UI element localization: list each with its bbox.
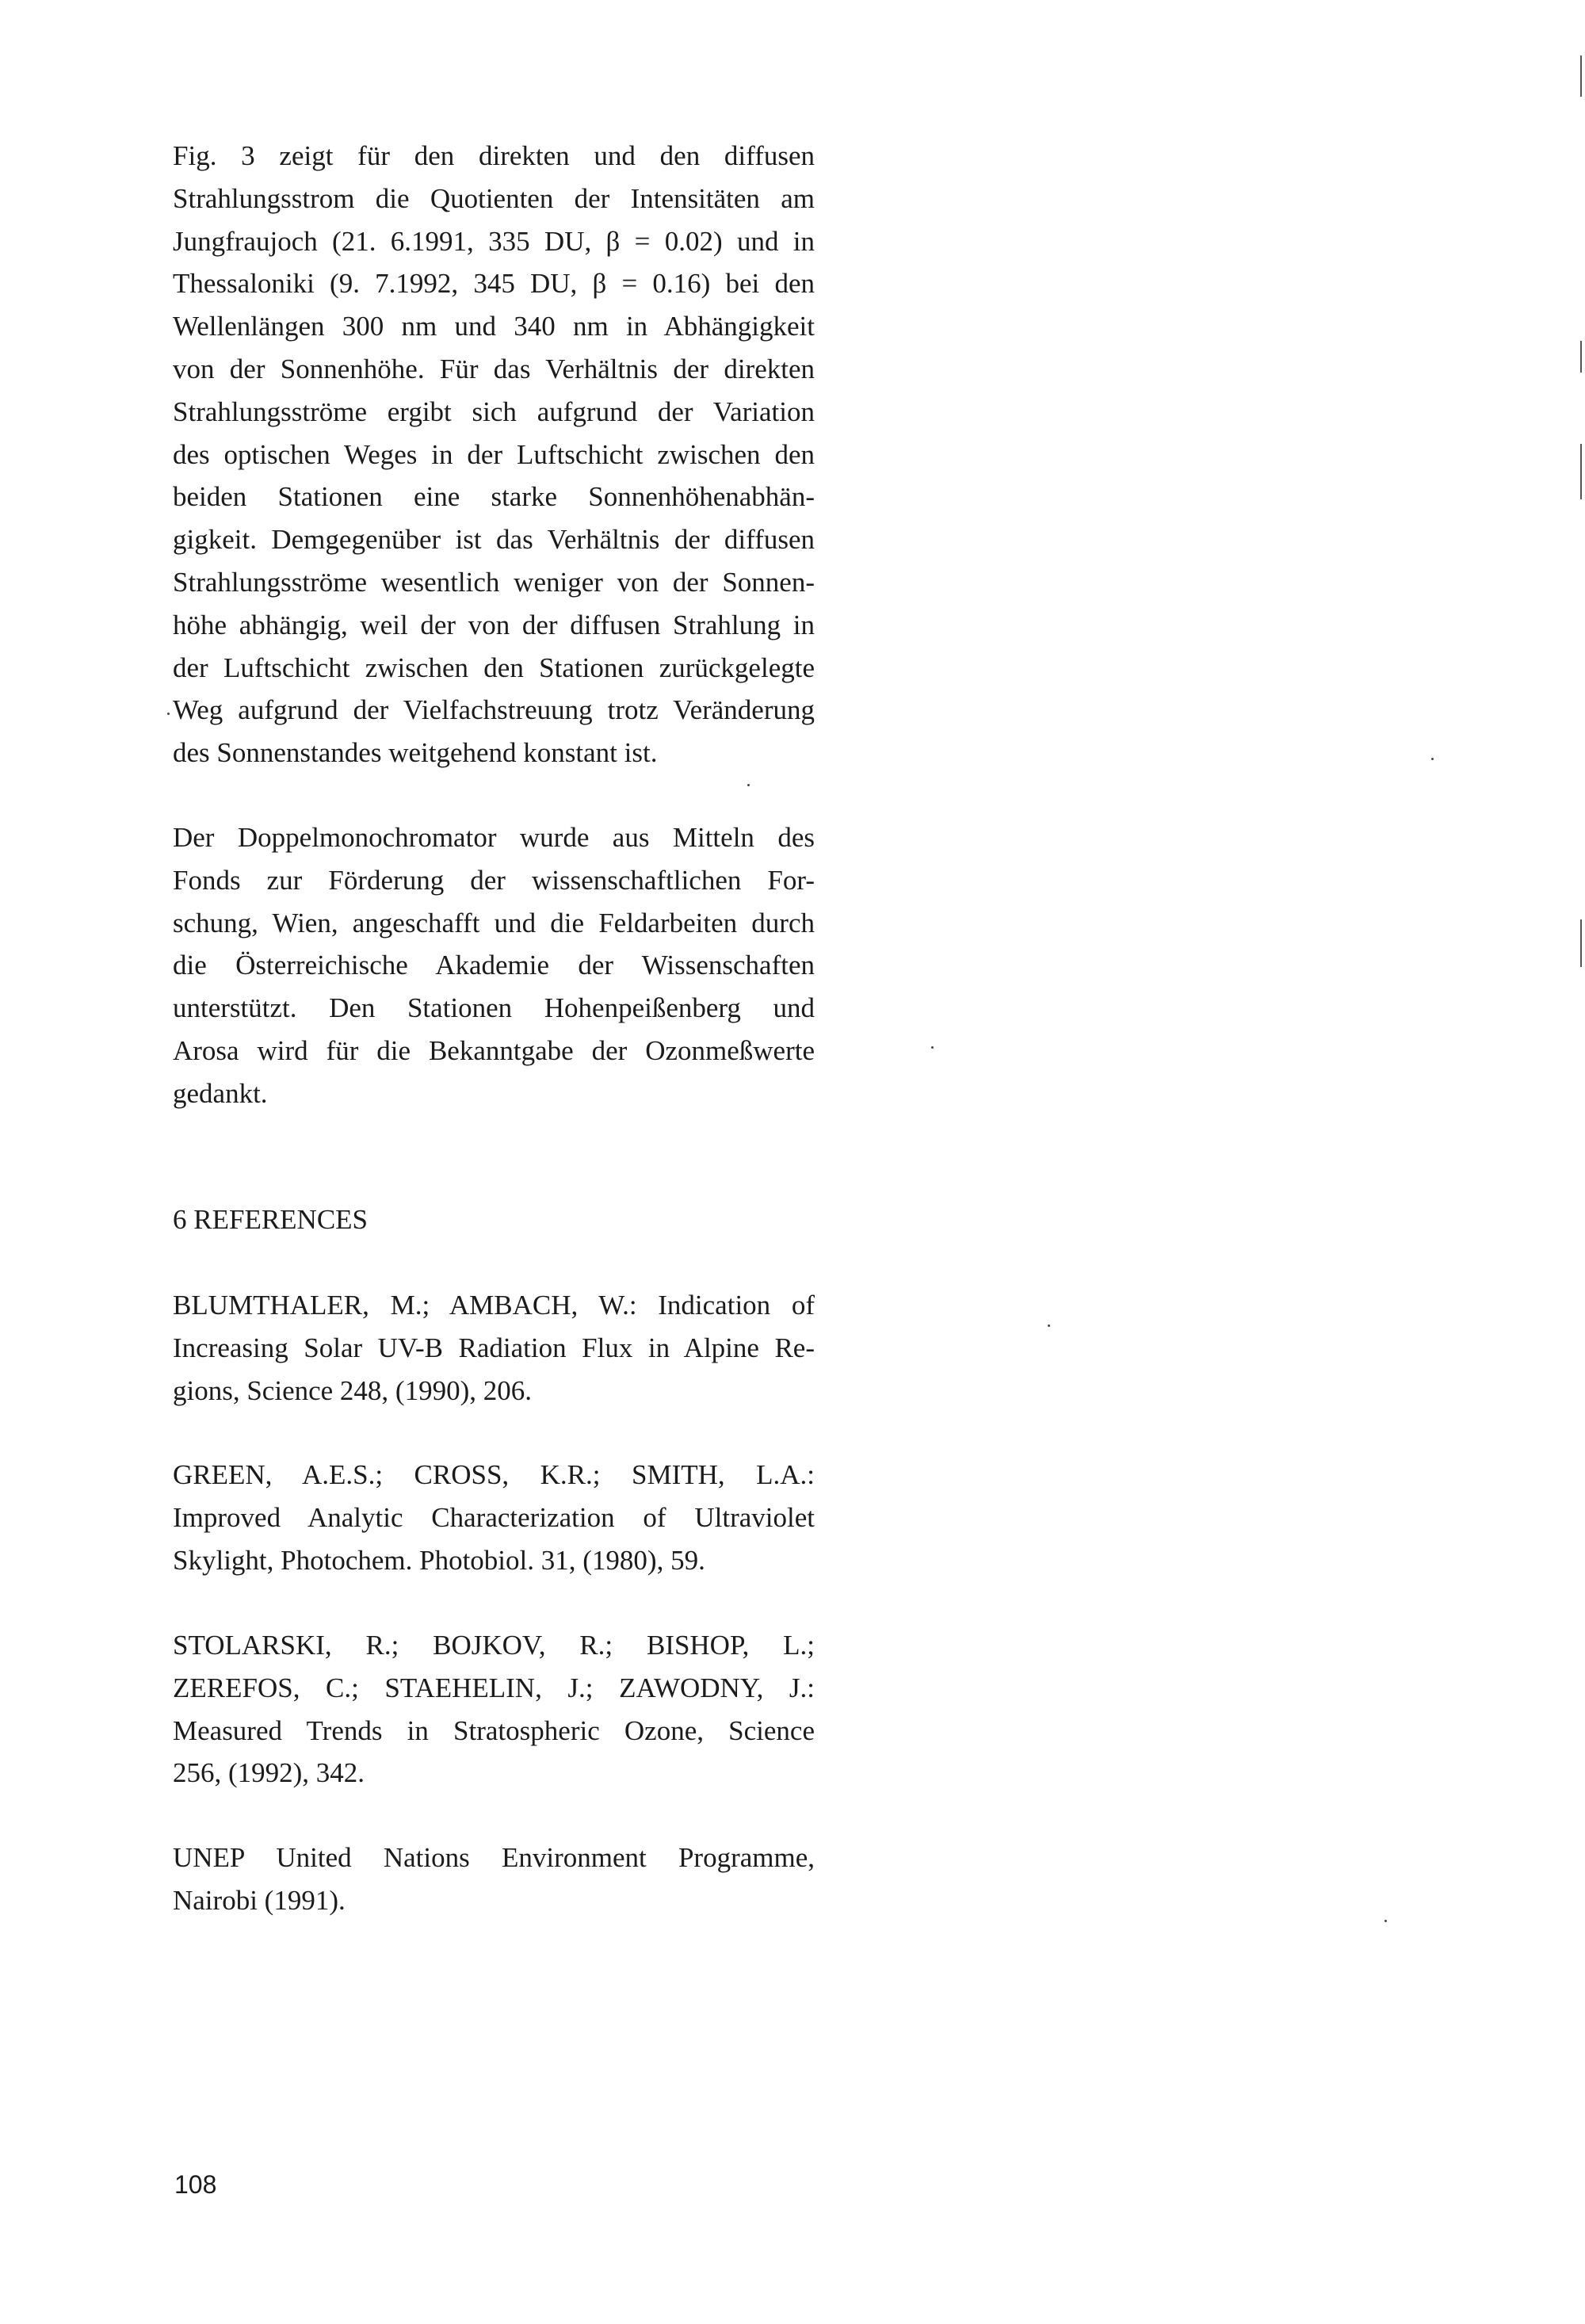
scan-speck [747, 784, 750, 786]
scan-speck [167, 713, 170, 715]
text-line: Improved Analytic Characterization of Ultraviolet [173, 1501, 815, 1533]
text-line: UNEP United Nations Environment Programme, [173, 1842, 815, 1873]
scan-speck [1048, 1324, 1050, 1327]
body-paragraph-1 [173, 135, 815, 774]
scan-speck [1384, 1920, 1387, 1922]
text-line: 256, (1992), 342. [173, 1757, 365, 1789]
reference-entry [173, 1624, 815, 1795]
text-line: Der Doppelmonochromator wurde aus Mitteln des [173, 822, 815, 853]
reference-entry [173, 1837, 815, 1922]
scan-speck [1431, 758, 1434, 760]
text-line: Strahlungsströme wesentlich weniger von der Sonnen- [173, 566, 815, 598]
references-heading: 6 REFERENCES [173, 1204, 369, 1235]
text-line: ZEREFOS, C.; STAEHELIN, J.; ZAWODNY, J.: [173, 1672, 815, 1703]
text-line: schung, Wien, angeschafft und die Feldarbeiten durch [173, 907, 815, 938]
reference-entry [173, 1284, 815, 1412]
text-line: Measured Trends in Stratospheric Ozone, Science [173, 1714, 815, 1746]
text-line: Fonds zur Förderung der wissenschaftlichen For- [173, 864, 815, 896]
scan-edge-mark [1580, 55, 1582, 97]
text-line: beiden Stationen eine starke Sonnenhöhenabhän- [173, 481, 815, 513]
scan-edge-mark [1580, 444, 1582, 499]
text-line: STOLARSKI, R.; BOJKOV, R.; BISHOP, L.; [173, 1630, 815, 1661]
scan-edge-mark [1580, 341, 1582, 373]
text-line: des Sonnenstandes weitgehend konstant ist. [173, 737, 658, 769]
text-line: BLUMTHALER, M.; AMBACH, W.: Indication of [173, 1290, 815, 1321]
text-line: GREEN, A.E.S.; CROSS, K.R.; SMITH, L.A.: [173, 1459, 815, 1490]
text-line: gions, Science 248, (1990), 206. [173, 1374, 532, 1406]
reference-entry [173, 1454, 815, 1581]
text-line: Nairobi (1991). [173, 1884, 346, 1916]
text-line: Weg aufgrund der Vielfachstreuung trotz Veränderung [173, 694, 815, 726]
text-line: gedankt. [173, 1077, 268, 1109]
page-number: 108 [174, 2170, 217, 2199]
text-line: Thessaloniki (9. 7.1992, 345 DU, β = 0.16) bei den [173, 268, 815, 300]
text-line: Wellenlängen 300 nm und 340 nm in Abhängigkeit [173, 311, 815, 342]
text-line: höhe abhängig, weil der von der diffusen Strahlung in [173, 609, 815, 640]
text-line: Skylight, Photochem. Photobiol. 31, (1980), 59. [173, 1544, 705, 1576]
text-line: von der Sonnenhöhe. Für das Verhältnis der direkten [173, 353, 815, 384]
text-line: Jungfraujoch (21. 6.1991, 335 DU, β = 0.02) und in [173, 225, 815, 257]
text-line: Arosa wird für die Bekanntgabe der Ozonmeßwerte [173, 1034, 815, 1066]
text-line: Strahlungsstrom die Quotienten der Intensitäten am [173, 182, 815, 214]
scan-edge-mark [1580, 919, 1582, 967]
text-line: Increasing Solar UV-B Radiation Flux in Alpine Re- [173, 1332, 815, 1363]
text-line: Strahlungsströme ergibt sich aufgrund der Variation [173, 396, 815, 427]
text-line: der Luftschicht zwischen den Stationen zurückgelegte [173, 652, 815, 683]
text-line: des optischen Weges in der Luftschicht zwischen den [173, 438, 815, 470]
body-paragraph-2 [173, 816, 815, 1115]
text-line: die Österreichische Akademie der Wissenschaften [173, 950, 815, 981]
text-line: Fig. 3 zeigt für den direkten und den diffusen [173, 140, 815, 171]
text-line: gigkeit. Demgegenüber ist das Verhältnis der diffusen [173, 524, 815, 556]
text-line: unterstützt. Den Stationen Hohenpeißenberg und [173, 992, 815, 1024]
scan-speck [931, 1046, 934, 1049]
